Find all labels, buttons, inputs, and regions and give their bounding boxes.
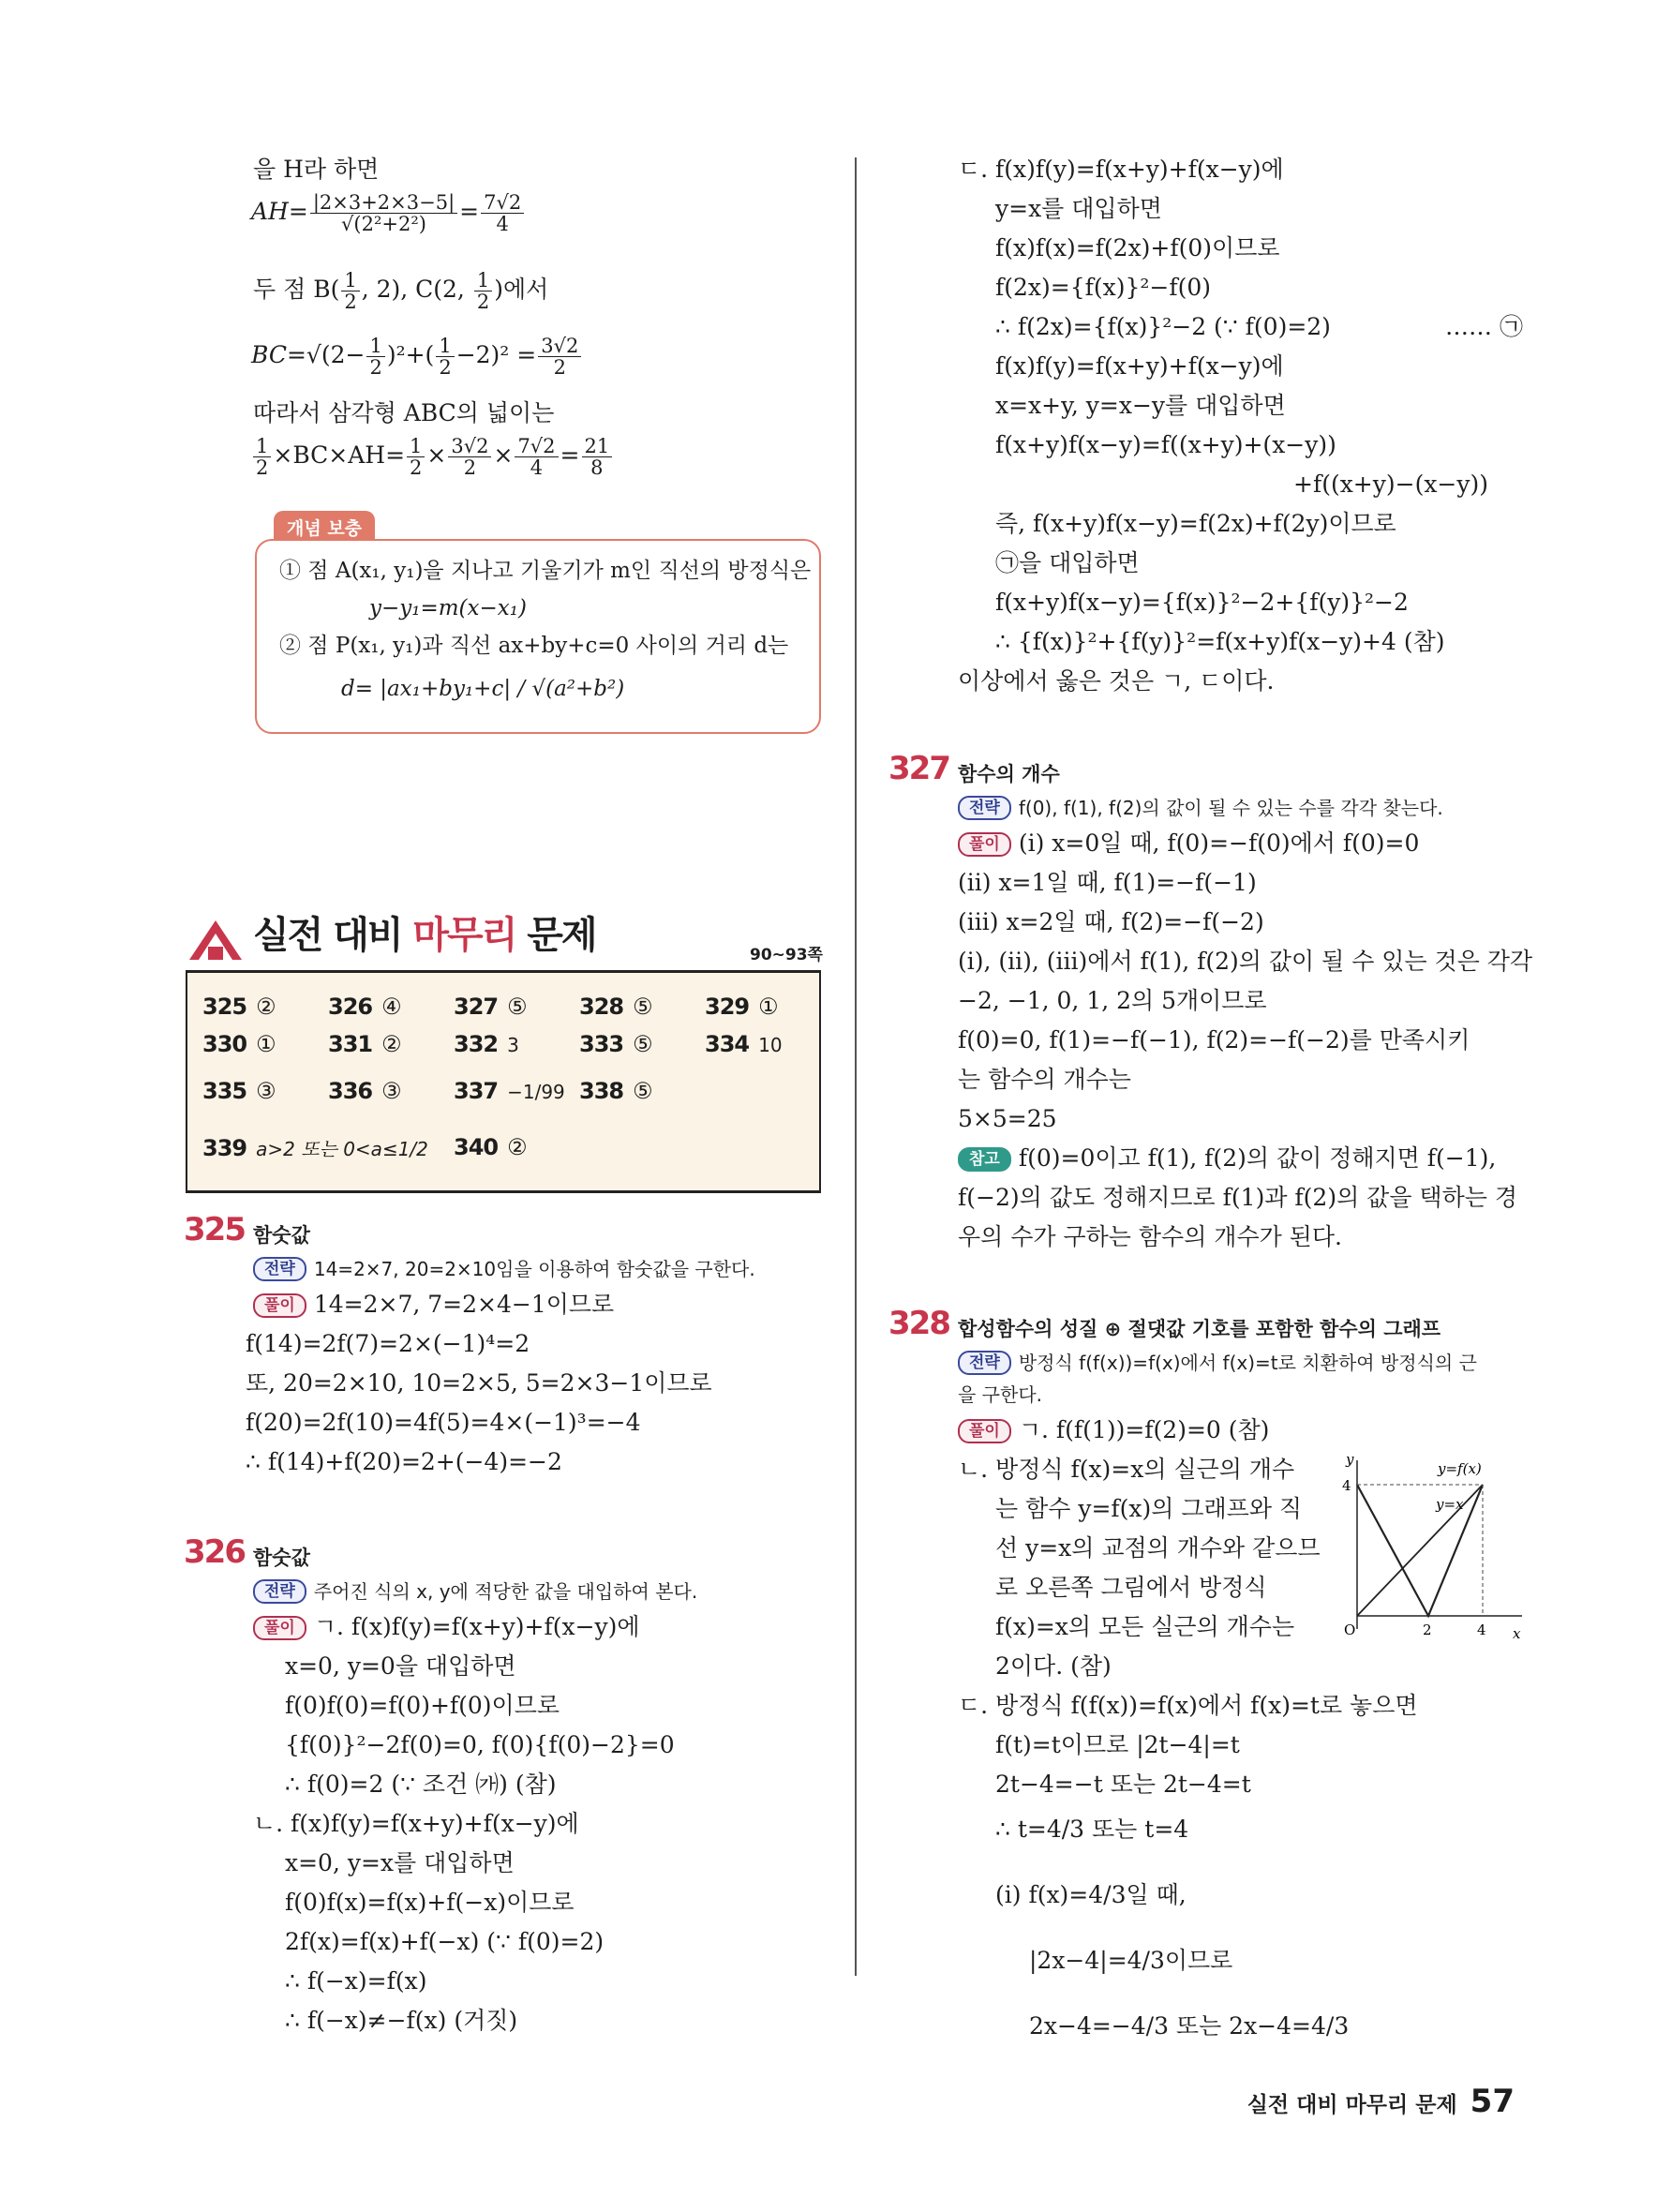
bc-equation: BC=√(2− $\frac{1}{2}$ )²+( $\frac{1}{2}$ −2)² = $\frac{3√2}{2}$: [251, 336, 583, 378]
problem-number: 325: [184, 1211, 245, 1248]
strategy-line: 전략 방정식 f(f(x))=f(x)에서 f(x)=t로 치환하여 방정식의 근: [958, 1348, 1477, 1378]
note-line: ② 점 P(x₁, y₁)과 직선 ax+by+c=0 사이의 거리 d는: [279, 634, 789, 658]
line-y-eq-x: [1357, 1485, 1483, 1616]
text-line: y=x를 대입하면: [995, 195, 1162, 222]
text-line: 로 오른쪽 그림에서 방정식: [995, 1574, 1267, 1601]
text-line: 2이다. (참): [995, 1652, 1112, 1680]
tick-4: 4: [1477, 1622, 1486, 1638]
text-line: {f(0)}²−2f(0)=0, f(0){f(0)−2}=0: [285, 1731, 675, 1758]
text-line: 을 H라 하면: [253, 156, 380, 183]
problem-title: 함숫값: [253, 1224, 310, 1247]
text-line: f(x+y)f(x−y)=f((x+y)+(x−y)): [995, 431, 1336, 458]
text-line: 는 함수의 개수는: [958, 1066, 1131, 1093]
function-graph: [1338, 1451, 1526, 1642]
text-line: ∴ f(−x)=f(x): [285, 1967, 427, 1995]
text-line: (ii) x=1일 때, f(1)=−f(−1): [958, 869, 1257, 896]
text-line: f(20)=2f(10)=4f(5)=4×(−1)³=−4: [246, 1409, 641, 1436]
text-line: 즉, f(x+y)f(x−y)=f(2x)+f(2y)이므로: [995, 510, 1396, 537]
column-divider: [855, 157, 857, 1976]
text-line: f(0)=0, f(1)=−f(−1), f(2)=−f(−2)를 만족시키: [958, 1026, 1470, 1054]
solution-line: 풀이 14=2×7, 7=2×4−1이므로: [253, 1290, 614, 1320]
text-line: f(x+y)f(x−y)={f(x)}²−2+{f(y)}²−2: [995, 589, 1409, 616]
text-line: f(x)f(x)=f(2x)+f(0)이므로: [995, 234, 1280, 262]
text-line: 따라서 삼각형 ABC의 넓이는: [253, 399, 555, 426]
equation-marker: …… ㉠: [1445, 313, 1523, 340]
text-line: 5×5=25: [958, 1105, 1057, 1132]
y-label: y: [1346, 1451, 1354, 1468]
tick-2: 2: [1423, 1622, 1432, 1638]
yx-label: y=x: [1436, 1496, 1464, 1513]
reference-line: 참고 f(0)=0이고 f(1), f(2)의 값이 정해지면 f(−1),: [958, 1143, 1496, 1173]
text-line: 2t−4=−t 또는 2t−4=t: [995, 1771, 1251, 1798]
text-line: 선 y=x의 교점의 개수와 같으므: [995, 1534, 1321, 1562]
text-line: +f((x+y)−(x−y)): [1293, 471, 1489, 498]
note-label: 개념 보충: [274, 511, 375, 544]
strategy-line: 전략 주어진 식의 x, y에 적당한 값을 대입하여 본다.: [253, 1577, 697, 1607]
section-title: 실전 대비 마무리 문제: [253, 914, 596, 957]
solution-line: 풀이 ㄱ. f(f(1))=f(2)=0 (참): [958, 1415, 1269, 1445]
text-line: 2x−4=−4/3 또는 2x−4=4/3: [1029, 2012, 1350, 2040]
text-line: −2, −1, 0, 1, 2의 5개이므로: [958, 987, 1267, 1014]
text-line: x=x+y, y=x−y를 대입하면: [995, 392, 1286, 419]
text-line: 2f(x)=f(x)+f(−x) (∵ f(0)=2): [285, 1928, 605, 1955]
problem-number: 328: [888, 1305, 949, 1342]
text-line: f(0)f(0)=f(0)+f(0)이므로: [285, 1692, 560, 1719]
text-line: f(0)f(x)=f(x)+f(−x)이므로: [285, 1889, 575, 1916]
strategy-line: 전략 14=2×7, 20=2×10임을 이용하여 함숫값을 구한다.: [253, 1254, 755, 1284]
text-line: ∴ f(0)=2 (∵ 조건 ㈎) (참): [285, 1771, 557, 1798]
text-line: ㄷ. 방정식 f(f(x))=f(x)에서 f(x)=t로 놓으면: [958, 1692, 1418, 1719]
text-line: f(x)f(y)=f(x+y)+f(x−y)에: [995, 352, 1284, 380]
ah-equation: AH= $\frac{|2\times 3+2\times 3-5|}{\text{√(2²+2²)}}$ = $\frac{7√2}{4}$: [251, 192, 526, 234]
area-equation: $\frac{1}{2}$ ×BC×AH= $\frac{1}{2}$ × $\frac{3√2}{2}$ × $\frac{7√2}{4}$ = $\frac{21}{8}$: [251, 436, 614, 478]
text-line: (iii) x=2일 때, f(2)=−f(−2): [958, 908, 1264, 935]
text-line: f(−2)의 값도 정해지므로 f(1)과 f(2)의 값을 택하는 경: [958, 1184, 1517, 1211]
text-line: ∴ {f(x)}²+{f(y)}²=f(x+y)f(x−y)+4 (참): [995, 628, 1445, 655]
solution-line: 풀이 (i) x=0일 때, f(0)=−f(0)에서 f(0)=0: [958, 829, 1419, 859]
text-line: f(x)=x의 모든 실근의 개수는: [995, 1613, 1295, 1640]
problem-title: 함숫값: [253, 1547, 310, 1569]
origin-label: O: [1344, 1622, 1356, 1638]
text-line: ㄴ. 방정식 f(x)=x의 실근의 개수: [958, 1456, 1295, 1483]
answer-box: 325 ② 326 ④ 327 ⑤ 328 ⑤ 329 ① 330 ① 331 ② 332 3 333 ⑤ 334 10 335 ③ 336 ③ 337 −1/99 338 ⑤ 339 a>2 또는 0<a≤1/2 340 ②: [186, 970, 821, 1193]
text-line: ㄷ. f(x)f(y)=f(x+y)+f(x−y)에: [958, 156, 1284, 183]
note-line: d= |ax₁+by₁+c| / √(a²+b²): [341, 677, 625, 701]
problem-title: 함수의 개수: [958, 763, 1060, 785]
note-line: ① 점 A(x₁, y₁)을 지나고 기울기가 m인 직선의 방정식은: [279, 559, 812, 583]
text-line: ∴ f(14)+f(20)=2+(−4)=−2: [246, 1448, 562, 1475]
text-line: ∴ f(−x)≠−f(x) (거짓): [285, 2007, 518, 2034]
fx-label: y=f(x): [1438, 1460, 1482, 1477]
text-line: (i) f(x)=4/3일 때,: [995, 1881, 1187, 1908]
note-line: y−y₁=m(x−x₁): [369, 596, 527, 620]
points-line: 두 점 B( $\frac{1}{2}$ , 2), C(2, $\frac{1}{2}$ )에서: [253, 269, 549, 313]
text-line: ∴ f(2x)={f(x)}²−2 (∵ f(0)=2): [995, 313, 1331, 340]
text-line: f(t)=t이므로 |2t−4|=t: [995, 1731, 1240, 1758]
problem-number: 327: [888, 750, 949, 787]
text-line: f(2x)={f(x)}²−f(0): [995, 274, 1212, 301]
text-line: (i), (ii), (iii)에서 f(1), f(2)의 값이 될 수 있는 것은 각각: [958, 948, 1533, 975]
problem-number: 326: [184, 1533, 245, 1571]
y-tick-4: 4: [1342, 1477, 1351, 1494]
text-line: 우의 수가 구하는 함수의 개수가 된다.: [958, 1223, 1342, 1250]
problem-title: 합성함수의 성질 ⊕ 절댓값 기호를 포함한 함수의 그래프: [958, 1318, 1441, 1340]
x-label: x: [1513, 1625, 1521, 1642]
solution-line: 풀이 ㄱ. f(x)f(y)=f(x+y)+f(x−y)에: [253, 1612, 640, 1642]
text-line: ∴ t=4/3 또는 t=4: [995, 1816, 1189, 1843]
text-line: 이상에서 옳은 것은 ㄱ, ㄷ이다.: [958, 667, 1275, 695]
text-line: |2x−4|=4/3이므로: [1029, 1947, 1233, 1974]
text-line: 또, 20=2×10, 10=2×5, 5=2×3−1이므로: [246, 1369, 712, 1397]
section-logo-icon: [186, 915, 246, 964]
page-footer: 실전 대비 마무리 문제 57: [1246, 2083, 1515, 2120]
text-line: f(14)=2f(7)=2×(−1)⁴=2: [246, 1330, 530, 1357]
concept-note-box: [255, 539, 821, 734]
text-line: ㄴ. f(x)f(y)=f(x+y)+f(x−y)에: [253, 1810, 579, 1837]
strategy-line: 전략 f(0), f(1), f(2)의 값이 될 수 있는 수를 각각 찾는다.: [958, 793, 1443, 823]
strategy-line-2: 을 구한다.: [958, 1383, 1042, 1406]
text-line: x=0, y=0을 대입하면: [285, 1652, 516, 1680]
text-line: ㉠을 대입하면: [995, 549, 1140, 576]
text-line: x=0, y=x를 대입하면: [285, 1849, 515, 1876]
text-line: 는 함수 y=f(x)의 그래프와 직: [995, 1495, 1303, 1522]
section-pages: 90~93쪽: [750, 946, 823, 964]
